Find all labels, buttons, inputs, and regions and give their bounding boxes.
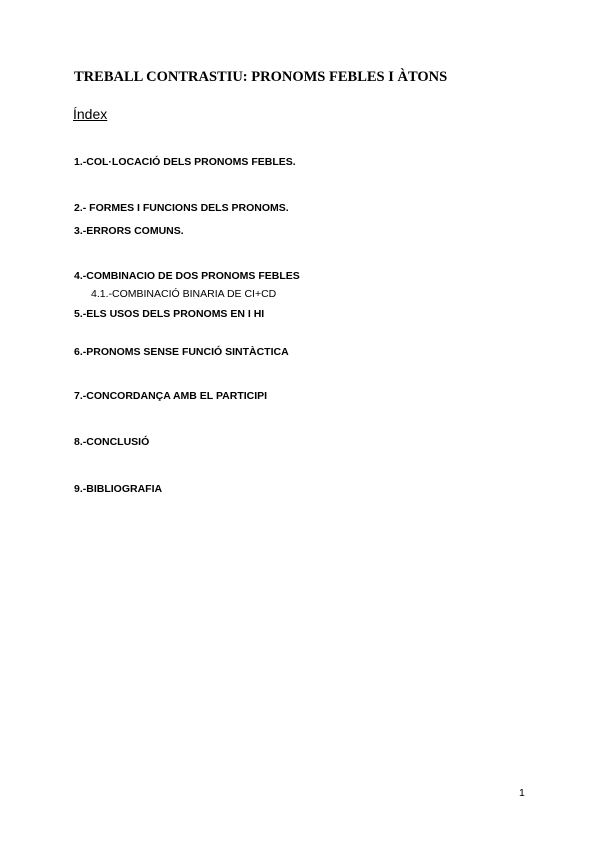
toc-item-3: 3.-ERRORS COMUNS. xyxy=(74,225,184,237)
toc-subitem-4-1: 4.1.-COMBINACIÓ BINARIA DE CI+CD xyxy=(91,288,277,300)
document-title: TREBALL CONTRASTIU: PRONOMS FEBLES I ÀTONS xyxy=(74,69,448,85)
toc-item-4: 4.-COMBINACIO DE DOS PRONOMS FEBLES xyxy=(74,270,300,282)
toc-item-8: 8.-CONCLUSIÓ xyxy=(74,436,150,448)
toc-item-6: 6.-PRONOMS SENSE FUNCIÓ SINTÀCTICA xyxy=(74,346,289,358)
toc-item-9: 9.-BIBLIOGRAFIA xyxy=(74,483,163,495)
toc-item-2: 2.- FORMES I FUNCIONS DELS PRONOMS. xyxy=(74,202,289,214)
page-number: 1 xyxy=(519,787,525,799)
toc-item-5: 5.-ELS USOS DELS PRONOMS EN I HI xyxy=(74,308,265,320)
toc-item-1: 1.-COL·LOCACIÓ DELS PRONOMS FEBLES. xyxy=(74,156,296,168)
index-heading: Índex xyxy=(73,106,108,122)
toc-item-7: 7.-CONCORDANÇA AMB EL PARTICIPI xyxy=(74,390,268,402)
